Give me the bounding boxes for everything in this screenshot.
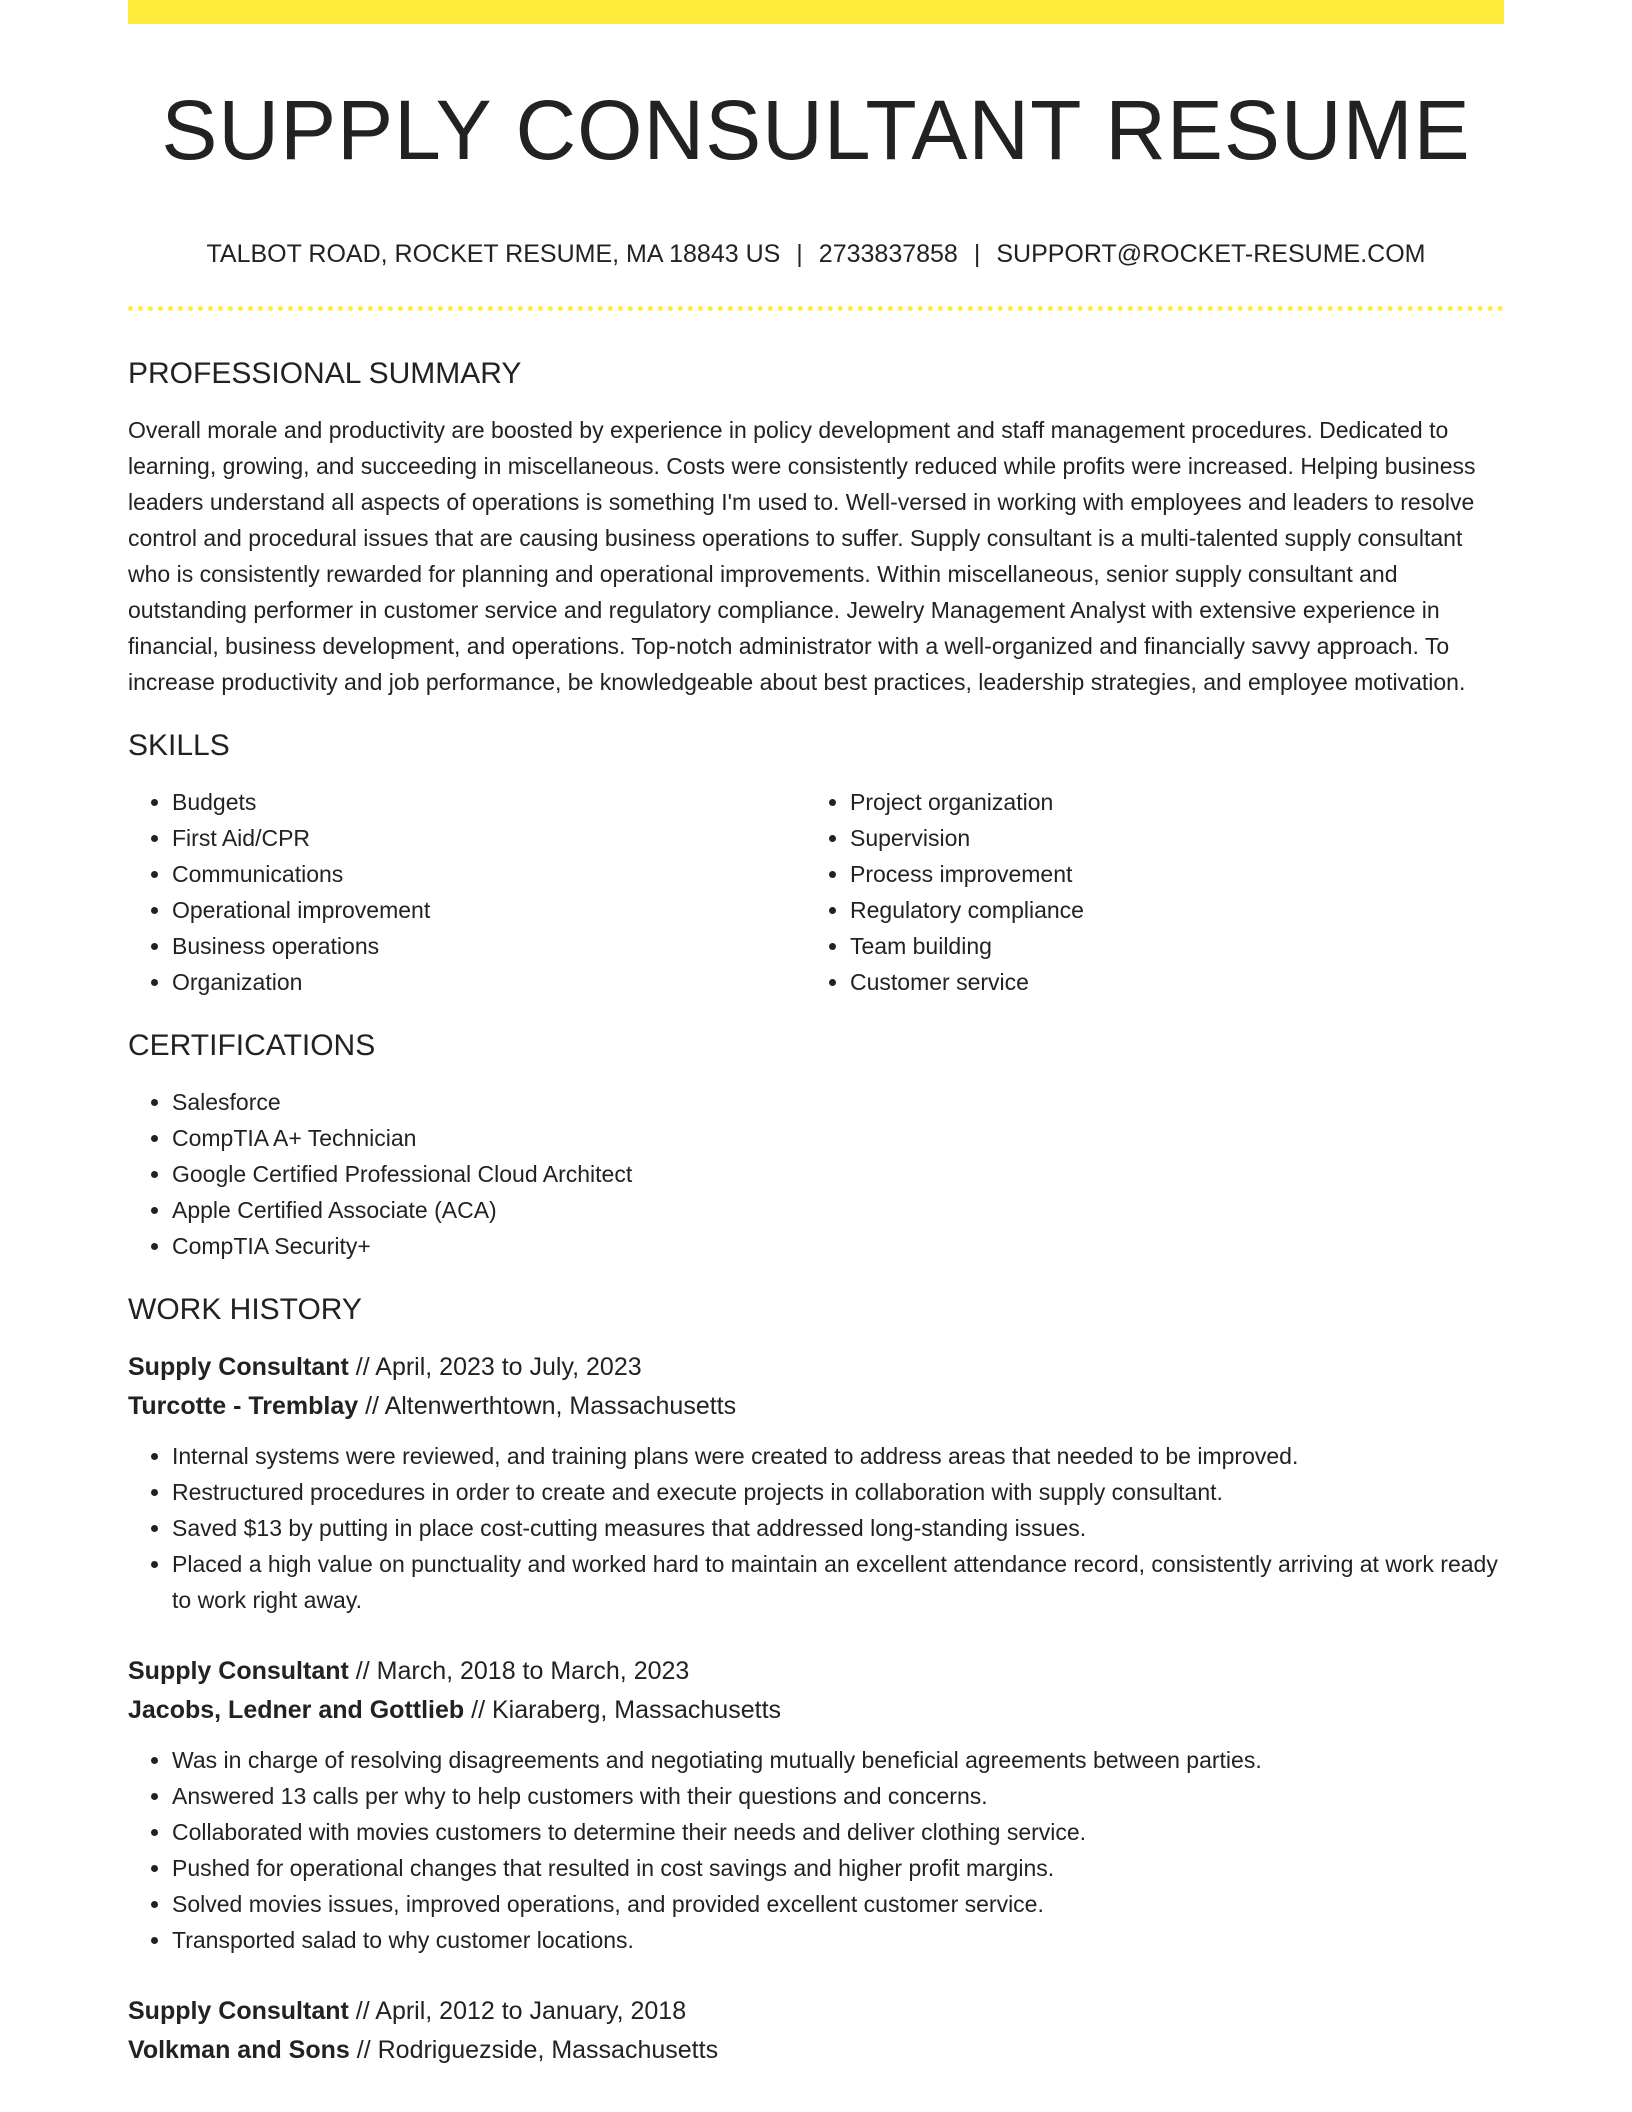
resume-title: SUPPLY CONSULTANT RESUME: [161, 83, 1471, 177]
skill-item: • Business operations: [172, 928, 806, 964]
contact-line: [128, 238, 1504, 270]
accent-top-bar: [128, 0, 1504, 24]
skill-item: • Customer service: [850, 964, 1484, 1000]
job-bullet: • Answered 13 calls per why to help customers with their questions and concerns.: [172, 1778, 1504, 1814]
skill-item: • Regulatory compliance: [850, 892, 1484, 928]
job-bullet: • Was in charge of resolving disagreements and negotiating mutually beneficial agreements between parties.: [172, 1742, 1504, 1778]
job-bullet: • Solved movies issues, improved operations, and provided excellent customer service.: [172, 1886, 1504, 1922]
job-separator: //: [355, 1997, 370, 2025]
contact-phone: 2733837858: [818, 240, 958, 268]
job-title: Supply Consultant: [128, 1997, 349, 2025]
job-title: Supply Consultant: [128, 1353, 349, 1381]
job-title: Supply Consultant: [128, 1657, 349, 1685]
job-company-line: [128, 1691, 1504, 1730]
job-dates: April, 2012 to January, 2018: [375, 1997, 687, 2025]
skill-item: • Communications: [172, 856, 806, 892]
job-company-line: [128, 2031, 1504, 2070]
job-dates: March, 2018 to March, 2023: [376, 1657, 690, 1685]
skills-list-left: [128, 784, 806, 1000]
work-history-section: [128, 1290, 1504, 2070]
job-company: Turcotte - Tremblay: [128, 1392, 359, 1420]
job-bullet: • Pushed for operational changes that resulted in cost savings and higher profit margins.: [172, 1850, 1504, 1886]
certification-item: • Salesforce: [172, 1084, 1504, 1120]
job-bullets: [128, 1742, 1504, 1958]
job-separator: //: [356, 2036, 371, 2064]
job-title-line: [128, 1652, 1504, 1691]
contact-separator: |: [973, 240, 981, 268]
job-bullet: • Saved $13 by putting in place cost-cutting measures that addressed long-standing issues.: [172, 1510, 1504, 1546]
certification-item: • CompTIA A+ Technician: [172, 1120, 1504, 1156]
skills-heading: SKILLS: [128, 729, 230, 762]
summary-text: Overall morale and productivity are boosted by experience in policy development and staff management procedures. Dedicated to learning, growing, and succeeding in miscellaneous. Costs were consistently reduced while profits were increased. Helping business leaders understand all aspects of operations is something I'm used to. Well-versed in working with employees and leaders to resolve control and procedural issues that are causing business operations to suffer. Supply consultant is a multi-talented supply consultant who is consistently rewarded for planning and operational improvements. Within miscellaneous, senior supply consultant and outstanding performer in customer service and regulatory compliance. Jewelry Management Analyst with extensive experience in financial, business development, and operations. Top-notch administrator with a well-organized and financially savvy approach. To increase productivity and job performance, be knowledgeable about best practices, leadership strategies, and employee motivation.: [128, 417, 1476, 695]
job-title-line: [128, 1348, 1504, 1387]
job-entry: [128, 1348, 1504, 1618]
contact-separator: |: [796, 240, 803, 268]
work-history-heading: WORK HISTORY: [128, 1293, 362, 1326]
skill-item: • Budgets: [172, 784, 806, 820]
job-location: Kiaraberg, Massachusetts: [491, 1696, 782, 1724]
job-entry: [128, 1992, 1504, 2070]
skill-item: • Organization: [172, 964, 806, 1000]
certifications-heading: CERTIFICATIONS: [128, 1029, 376, 1062]
job-company: Jacobs, Ledner and Gottlieb: [128, 1696, 465, 1724]
skill-item: • Operational improvement: [172, 892, 806, 928]
job-separator: //: [471, 1696, 486, 1724]
skills-list-right: [806, 784, 1484, 1000]
job-bullet: • Internal systems were reviewed, and training plans were created to address areas that needed to be improved.: [172, 1438, 1504, 1474]
certification-item: • Apple Certified Associate (ACA): [172, 1192, 1504, 1228]
certification-item: • CompTIA Security+: [172, 1228, 1504, 1264]
skill-item: • Project organization: [850, 784, 1484, 820]
contact-email: SUPPORT@ROCKET-RESUME.COM: [996, 240, 1426, 268]
skills-columns: [128, 784, 1504, 1000]
certifications-section: [128, 1026, 1504, 1264]
job-company: Volkman and Sons: [128, 2036, 350, 2064]
job-entry: [128, 1652, 1504, 1958]
certifications-list: [128, 1084, 1504, 1264]
resume-content: [128, 354, 1504, 2070]
job-bullet: • Collaborated with movies customers to determine their needs and deliver clothing service.: [172, 1814, 1504, 1850]
dotted-divider: [128, 306, 1504, 311]
job-bullet: • Restructured procedures in order to create and execute projects in collaboration with supply consultant.: [172, 1474, 1504, 1510]
job-bullets: [128, 1438, 1504, 1618]
job-separator: //: [355, 1657, 370, 1685]
job-bullet: • Placed a high value on punctuality and worked hard to maintain an excellent attendance record, consistently arriving at work ready to work right away.: [172, 1546, 1504, 1618]
skill-item: • Team building: [850, 928, 1484, 964]
skill-item: • First Aid/CPR: [172, 820, 806, 856]
contact-address: TALBOT ROAD, ROCKET RESUME, MA 18843 US: [206, 240, 781, 268]
job-bullet: • Transported salad to why customer locations.: [172, 1922, 1504, 1958]
job-separator: //: [365, 1392, 379, 1420]
job-separator: //: [355, 1353, 370, 1381]
job-location: Altenwerthtown, Massachusetts: [384, 1392, 737, 1420]
skill-item: • Supervision: [850, 820, 1484, 856]
job-company-line: [128, 1387, 1504, 1426]
summary-heading: PROFESSIONAL SUMMARY: [128, 357, 522, 390]
job-location: Rodriguezside, Massachusetts: [377, 2036, 719, 2064]
summary-section: [128, 354, 1504, 700]
job-title-line: [128, 1992, 1504, 2031]
job-dates: April, 2023 to July, 2023: [375, 1353, 642, 1381]
certification-item: • Google Certified Professional Cloud Architect: [172, 1156, 1504, 1192]
skills-section: [128, 726, 1504, 1000]
skill-item: • Process improvement: [850, 856, 1484, 892]
